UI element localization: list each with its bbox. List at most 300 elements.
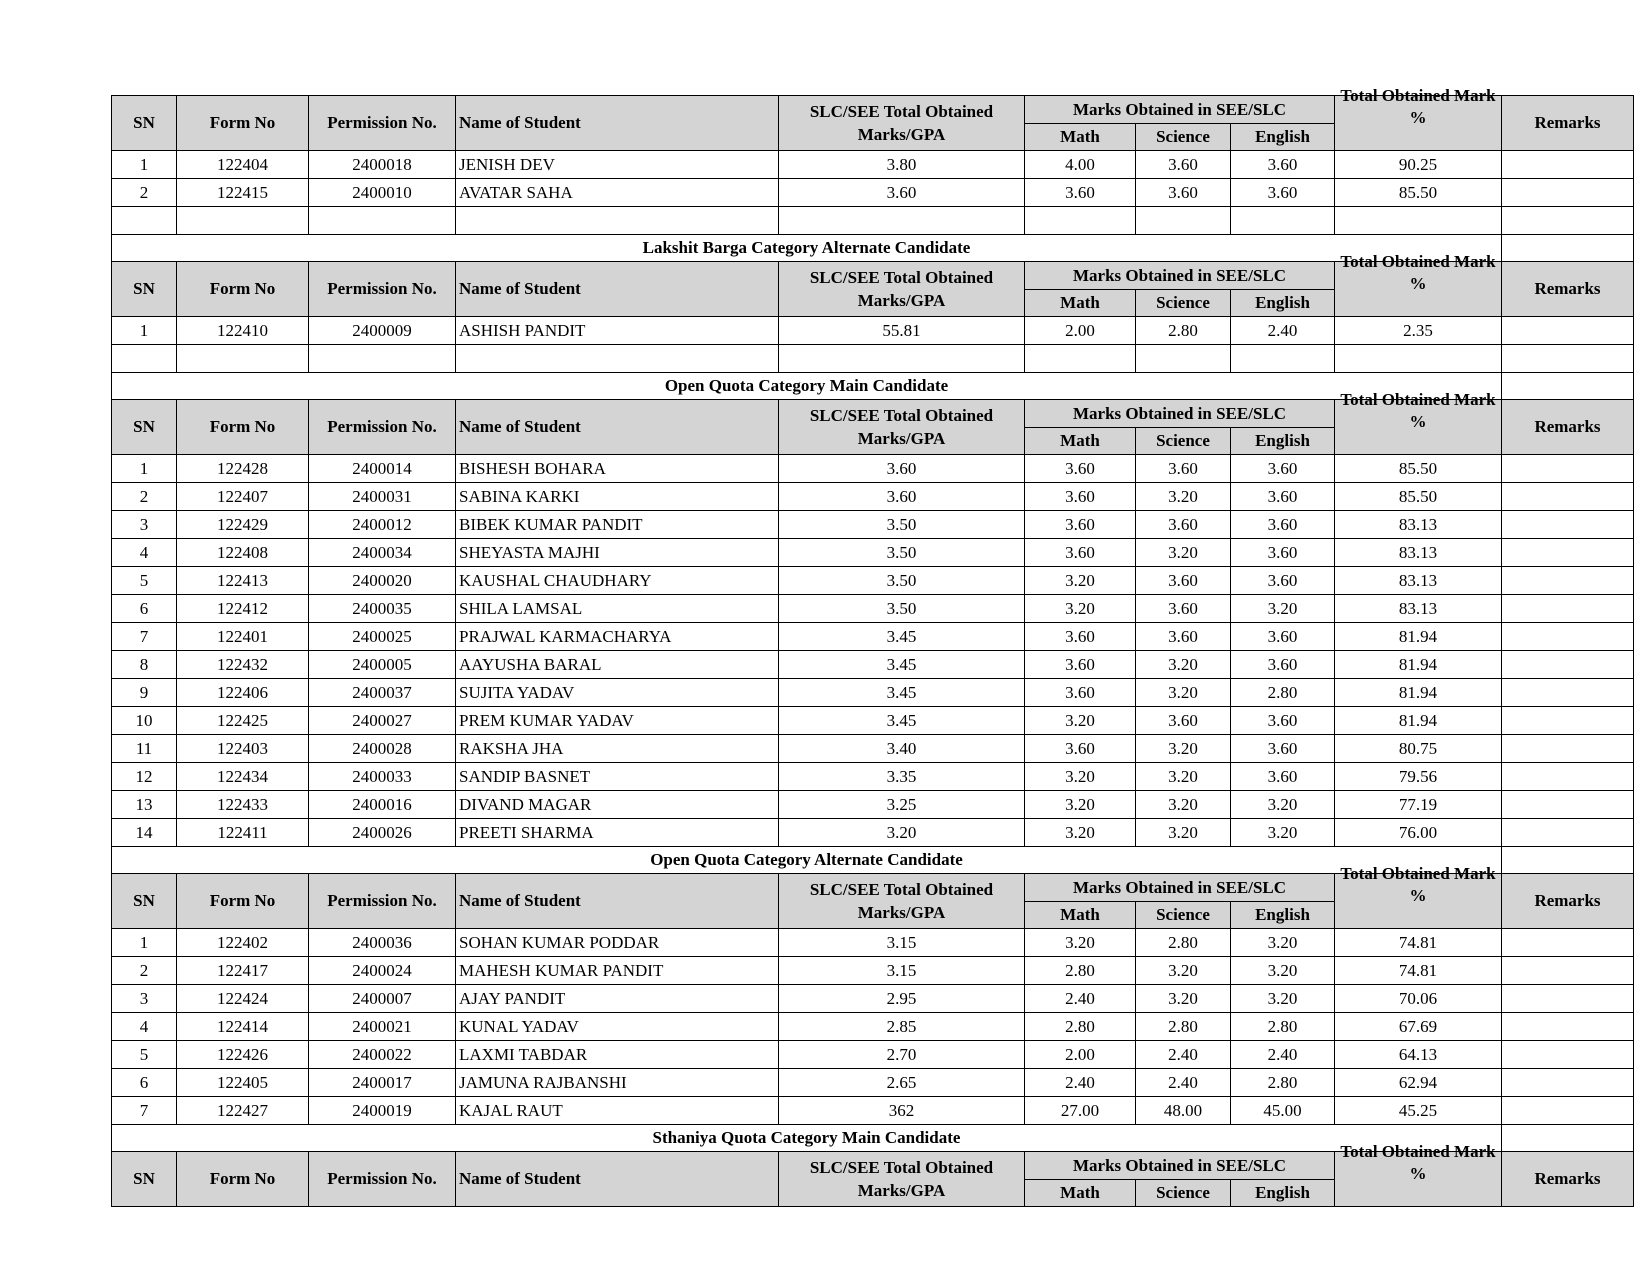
blank-cell (1231, 345, 1335, 373)
cell-english: 2.40 (1231, 317, 1335, 345)
cell-sn: 7 (112, 623, 177, 651)
cell-remarks (1502, 179, 1634, 207)
header-total-percent-label: Total Obtained Mark % (1340, 864, 1496, 905)
blank-cell (779, 345, 1025, 373)
blank-cell (1335, 207, 1502, 235)
section-title-remarks-cell (1502, 1125, 1634, 1152)
cell-science: 3.20 (1136, 791, 1231, 819)
table-row (112, 455, 1634, 483)
table-row (112, 1013, 1634, 1041)
cell-math: 3.60 (1025, 539, 1136, 567)
section-title-remarks-cell (1502, 235, 1634, 262)
cell-sn: 1 (112, 317, 177, 345)
cell-science: 3.60 (1136, 179, 1231, 207)
header-math: Math (1025, 290, 1136, 317)
cell-remarks (1502, 957, 1634, 985)
cell-student-name: PREM KUMAR YADAV (456, 707, 779, 735)
cell-science: 3.60 (1136, 567, 1231, 595)
cell-permission-no: 2400031 (309, 483, 456, 511)
header-english: English (1231, 290, 1335, 317)
cell-student-name: MAHESH KUMAR PANDIT (456, 957, 779, 985)
cell-english: 3.60 (1231, 735, 1335, 763)
cell-form-no: 122410 (177, 317, 309, 345)
cell-total-percent: 77.19 (1335, 791, 1502, 819)
header-math: Math (1025, 1180, 1136, 1207)
cell-student-name: RAKSHA JHA (456, 735, 779, 763)
cell-total-percent: 83.13 (1335, 539, 1502, 567)
cell-total-percent: 76.00 (1335, 819, 1502, 847)
cell-total-marks: 2.85 (779, 1013, 1025, 1041)
cell-total-percent: 90.25 (1335, 151, 1502, 179)
cell-english: 45.00 (1231, 1097, 1335, 1125)
cell-math: 2.80 (1025, 1013, 1136, 1041)
table-row (112, 179, 1634, 207)
header-science: Science (1136, 124, 1231, 151)
cell-math: 27.00 (1025, 1097, 1136, 1125)
cell-total-percent: 83.13 (1335, 595, 1502, 623)
cell-total-marks: 3.80 (779, 151, 1025, 179)
cell-total-percent: 85.50 (1335, 483, 1502, 511)
header-sn: SN (112, 400, 177, 455)
table-row (112, 819, 1634, 847)
cell-student-name: SHEYASTA MAJHI (456, 539, 779, 567)
header-total-percent-label: Total Obtained Mark % (1340, 86, 1496, 127)
cell-total-marks: 362 (779, 1097, 1025, 1125)
cell-permission-no: 2400035 (309, 595, 456, 623)
cell-science: 3.20 (1136, 539, 1231, 567)
cell-form-no: 122428 (177, 455, 309, 483)
cell-permission-no: 2400016 (309, 791, 456, 819)
cell-english: 3.20 (1231, 791, 1335, 819)
cell-student-name: AAYUSHA BARAL (456, 651, 779, 679)
cell-permission-no: 2400007 (309, 985, 456, 1013)
results-body (112, 86, 1634, 1207)
cell-science: 2.80 (1136, 1013, 1231, 1041)
header-sn: SN (112, 1152, 177, 1207)
cell-permission-no: 2400020 (309, 567, 456, 595)
cell-remarks (1502, 623, 1634, 651)
cell-sn: 7 (112, 1097, 177, 1125)
header-name: Name of Student (456, 262, 779, 317)
cell-total-percent: 45.25 (1335, 1097, 1502, 1125)
blank-cell (1025, 207, 1136, 235)
cell-permission-no: 2400036 (309, 929, 456, 957)
blank-row (112, 207, 1634, 235)
cell-total-marks: 3.50 (779, 595, 1025, 623)
cell-permission-no: 2400019 (309, 1097, 456, 1125)
cell-student-name: JAMUNA RAJBANSHI (456, 1069, 779, 1097)
cell-form-no: 122434 (177, 763, 309, 791)
table-row (112, 623, 1634, 651)
cell-sn: 12 (112, 763, 177, 791)
cell-form-no: 122412 (177, 595, 309, 623)
cell-remarks (1502, 707, 1634, 735)
cell-science: 48.00 (1136, 1097, 1231, 1125)
cell-math: 3.20 (1025, 929, 1136, 957)
section-title: Open Quota Category Main Candidate (112, 373, 1502, 400)
cell-total-percent: 85.50 (1335, 455, 1502, 483)
cell-sn: 8 (112, 651, 177, 679)
header-row (112, 874, 1634, 902)
cell-form-no: 122417 (177, 957, 309, 985)
table-row (112, 985, 1634, 1013)
cell-math: 3.60 (1025, 483, 1136, 511)
cell-english: 2.80 (1231, 1013, 1335, 1041)
header-english: English (1231, 428, 1335, 455)
cell-math: 4.00 (1025, 151, 1136, 179)
cell-form-no: 122429 (177, 511, 309, 539)
cell-sn: 11 (112, 735, 177, 763)
table-row (112, 317, 1634, 345)
cell-science: 2.40 (1136, 1069, 1231, 1097)
cell-student-name: AVATAR SAHA (456, 179, 779, 207)
cell-remarks (1502, 651, 1634, 679)
cell-english: 2.80 (1231, 679, 1335, 707)
cell-student-name: KAUSHAL CHAUDHARY (456, 567, 779, 595)
header-marks-group: Marks Obtained in SEE/SLC (1025, 96, 1335, 124)
table-row (112, 511, 1634, 539)
cell-math: 3.60 (1025, 651, 1136, 679)
cell-science: 2.80 (1136, 929, 1231, 957)
cell-form-no: 122403 (177, 735, 309, 763)
table-row (112, 1097, 1634, 1125)
cell-math: 2.00 (1025, 1041, 1136, 1069)
header-total-percent (1335, 390, 1502, 455)
cell-science: 2.40 (1136, 1041, 1231, 1069)
header-remarks: Remarks (1502, 400, 1634, 455)
cell-math: 3.20 (1025, 763, 1136, 791)
cell-student-name: JENISH DEV (456, 151, 779, 179)
cell-student-name: KAJAL RAUT (456, 1097, 779, 1125)
cell-math: 3.20 (1025, 595, 1136, 623)
table-row (112, 651, 1634, 679)
cell-total-marks: 3.60 (779, 179, 1025, 207)
cell-permission-no: 2400005 (309, 651, 456, 679)
blank-cell (1136, 207, 1231, 235)
cell-permission-no: 2400025 (309, 623, 456, 651)
cell-form-no: 122404 (177, 151, 309, 179)
table-row (112, 707, 1634, 735)
cell-total-percent: 81.94 (1335, 623, 1502, 651)
cell-english: 3.20 (1231, 957, 1335, 985)
cell-student-name: SOHAN KUMAR PODDAR (456, 929, 779, 957)
cell-student-name: BIBEK KUMAR PANDIT (456, 511, 779, 539)
table-row (112, 567, 1634, 595)
table-row (112, 539, 1634, 567)
cell-math: 3.20 (1025, 819, 1136, 847)
section-title: Sthaniya Quota Category Main Candidate (112, 1125, 1502, 1152)
cell-form-no: 122425 (177, 707, 309, 735)
table-row (112, 679, 1634, 707)
cell-total-percent: 81.94 (1335, 707, 1502, 735)
header-total-percent (1335, 252, 1502, 317)
cell-total-marks: 3.15 (779, 929, 1025, 957)
blank-cell (1025, 345, 1136, 373)
cell-student-name: SANDIP BASNET (456, 763, 779, 791)
cell-sn: 3 (112, 511, 177, 539)
cell-remarks (1502, 929, 1634, 957)
blank-cell (112, 345, 177, 373)
cell-student-name: BISHESH BOHARA (456, 455, 779, 483)
header-total-marks: SLC/SEE Total Obtained Marks/GPA (779, 1152, 1025, 1207)
cell-total-marks: 2.70 (779, 1041, 1025, 1069)
cell-total-percent: 79.56 (1335, 763, 1502, 791)
cell-english: 3.20 (1231, 595, 1335, 623)
cell-remarks (1502, 1013, 1634, 1041)
cell-english: 3.20 (1231, 985, 1335, 1013)
cell-sn: 1 (112, 455, 177, 483)
cell-math: 3.20 (1025, 567, 1136, 595)
table-row (112, 929, 1634, 957)
cell-math: 3.60 (1025, 511, 1136, 539)
cell-remarks (1502, 1041, 1634, 1069)
cell-sn: 6 (112, 595, 177, 623)
cell-form-no: 122405 (177, 1069, 309, 1097)
cell-total-percent: 64.13 (1335, 1041, 1502, 1069)
cell-sn: 5 (112, 1041, 177, 1069)
cell-total-marks: 3.45 (779, 679, 1025, 707)
cell-math: 3.20 (1025, 791, 1136, 819)
cell-science: 3.20 (1136, 735, 1231, 763)
header-total-percent-label: Total Obtained Mark % (1340, 1142, 1496, 1183)
cell-total-marks: 3.45 (779, 651, 1025, 679)
header-name: Name of Student (456, 874, 779, 929)
blank-cell (1335, 345, 1502, 373)
cell-student-name: KUNAL YADAV (456, 1013, 779, 1041)
blank-cell (112, 207, 177, 235)
blank-cell (779, 207, 1025, 235)
cell-english: 3.60 (1231, 455, 1335, 483)
cell-total-percent: 83.13 (1335, 567, 1502, 595)
cell-sn: 3 (112, 985, 177, 1013)
cell-math: 3.60 (1025, 179, 1136, 207)
cell-sn: 2 (112, 483, 177, 511)
cell-remarks (1502, 151, 1634, 179)
cell-total-percent: 62.94 (1335, 1069, 1502, 1097)
cell-total-marks: 3.25 (779, 791, 1025, 819)
header-english: English (1231, 124, 1335, 151)
header-total-percent-label: Total Obtained Mark % (1340, 390, 1496, 431)
cell-remarks (1502, 483, 1634, 511)
cell-science: 3.60 (1136, 455, 1231, 483)
cell-english: 3.60 (1231, 707, 1335, 735)
header-math: Math (1025, 902, 1136, 929)
blank-row (112, 345, 1634, 373)
cell-form-no: 122433 (177, 791, 309, 819)
cell-remarks (1502, 1069, 1634, 1097)
cell-english: 3.60 (1231, 511, 1335, 539)
header-name: Name of Student (456, 96, 779, 151)
cell-form-no: 122424 (177, 985, 309, 1013)
cell-science: 3.20 (1136, 957, 1231, 985)
blank-cell (309, 207, 456, 235)
cell-remarks (1502, 511, 1634, 539)
cell-permission-no: 2400028 (309, 735, 456, 763)
cell-english: 3.60 (1231, 567, 1335, 595)
cell-permission-no: 2400026 (309, 819, 456, 847)
cell-permission-no: 2400024 (309, 957, 456, 985)
blank-cell (1231, 207, 1335, 235)
cell-permission-no: 2400012 (309, 511, 456, 539)
cell-total-marks: 3.50 (779, 511, 1025, 539)
table-row (112, 957, 1634, 985)
cell-sn: 6 (112, 1069, 177, 1097)
cell-remarks (1502, 763, 1634, 791)
cell-science: 3.20 (1136, 679, 1231, 707)
cell-form-no: 122427 (177, 1097, 309, 1125)
header-english: English (1231, 1180, 1335, 1207)
cell-remarks (1502, 539, 1634, 567)
cell-total-percent: 2.35 (1335, 317, 1502, 345)
cell-remarks (1502, 567, 1634, 595)
header-form-no: Form No (177, 400, 309, 455)
cell-science: 3.20 (1136, 651, 1231, 679)
cell-total-percent: 81.94 (1335, 651, 1502, 679)
header-row (112, 96, 1634, 124)
cell-sn: 5 (112, 567, 177, 595)
result-sheet (111, 86, 1633, 1202)
header-science: Science (1136, 290, 1231, 317)
cell-student-name: SABINA KARKI (456, 483, 779, 511)
cell-science: 3.60 (1136, 707, 1231, 735)
cell-total-percent: 80.75 (1335, 735, 1502, 763)
cell-form-no: 122411 (177, 819, 309, 847)
header-total-percent (1335, 1142, 1502, 1207)
table-row (112, 151, 1634, 179)
cell-english: 3.60 (1231, 179, 1335, 207)
cell-math: 3.60 (1025, 735, 1136, 763)
cell-math: 3.60 (1025, 679, 1136, 707)
table-row (112, 483, 1634, 511)
cell-math: 2.80 (1025, 957, 1136, 985)
section-title-remarks-cell (1502, 373, 1634, 400)
blank-cell (177, 345, 309, 373)
header-marks-group: Marks Obtained in SEE/SLC (1025, 874, 1335, 902)
cell-total-marks: 2.65 (779, 1069, 1025, 1097)
section-title-remarks-cell (1502, 847, 1634, 874)
header-sn: SN (112, 874, 177, 929)
cell-science: 3.20 (1136, 819, 1231, 847)
cell-student-name: LAXMI TABDAR (456, 1041, 779, 1069)
cell-permission-no: 2400034 (309, 539, 456, 567)
cell-permission-no: 2400033 (309, 763, 456, 791)
cell-permission-no: 2400027 (309, 707, 456, 735)
cell-math: 2.00 (1025, 317, 1136, 345)
cell-science: 2.80 (1136, 317, 1231, 345)
blank-cell (1136, 345, 1231, 373)
cell-student-name: ASHISH PANDIT (456, 317, 779, 345)
cell-remarks (1502, 819, 1634, 847)
header-remarks: Remarks (1502, 1152, 1634, 1207)
section-title: Lakshit Barga Category Alternate Candidate (112, 235, 1502, 262)
cell-english: 3.60 (1231, 151, 1335, 179)
section-title: Open Quota Category Alternate Candidate (112, 847, 1502, 874)
cell-form-no: 122408 (177, 539, 309, 567)
header-sn: SN (112, 262, 177, 317)
cell-total-percent: 67.69 (1335, 1013, 1502, 1041)
header-total-marks: SLC/SEE Total Obtained Marks/GPA (779, 96, 1025, 151)
cell-remarks (1502, 679, 1634, 707)
cell-english: 3.60 (1231, 623, 1335, 651)
cell-total-percent: 81.94 (1335, 679, 1502, 707)
cell-form-no: 122432 (177, 651, 309, 679)
header-science: Science (1136, 1180, 1231, 1207)
cell-science: 3.20 (1136, 763, 1231, 791)
cell-permission-no: 2400010 (309, 179, 456, 207)
cell-total-marks: 3.45 (779, 623, 1025, 651)
header-name: Name of Student (456, 400, 779, 455)
cell-permission-no: 2400009 (309, 317, 456, 345)
cell-remarks (1502, 985, 1634, 1013)
cell-total-percent: 85.50 (1335, 179, 1502, 207)
cell-form-no: 122401 (177, 623, 309, 651)
cell-science: 3.20 (1136, 483, 1231, 511)
table-row (112, 791, 1634, 819)
header-permission-no: Permission No. (309, 400, 456, 455)
header-total-marks: SLC/SEE Total Obtained Marks/GPA (779, 400, 1025, 455)
cell-total-marks: 3.20 (779, 819, 1025, 847)
header-name: Name of Student (456, 1152, 779, 1207)
cell-permission-no: 2400022 (309, 1041, 456, 1069)
cell-math: 2.40 (1025, 985, 1136, 1013)
header-form-no: Form No (177, 874, 309, 929)
header-form-no: Form No (177, 262, 309, 317)
header-permission-no: Permission No. (309, 262, 456, 317)
cell-science: 3.60 (1136, 623, 1231, 651)
cell-total-marks: 3.50 (779, 567, 1025, 595)
cell-english: 2.40 (1231, 1041, 1335, 1069)
cell-sn: 10 (112, 707, 177, 735)
cell-permission-no: 2400037 (309, 679, 456, 707)
table-row (112, 735, 1634, 763)
header-remarks: Remarks (1502, 96, 1634, 151)
cell-sn: 9 (112, 679, 177, 707)
cell-english: 3.20 (1231, 929, 1335, 957)
cell-total-marks: 3.60 (779, 483, 1025, 511)
header-science: Science (1136, 902, 1231, 929)
header-permission-no: Permission No. (309, 874, 456, 929)
cell-total-marks: 2.95 (779, 985, 1025, 1013)
cell-permission-no: 2400018 (309, 151, 456, 179)
cell-sn: 13 (112, 791, 177, 819)
cell-remarks (1502, 735, 1634, 763)
cell-total-percent: 74.81 (1335, 957, 1502, 985)
cell-sn: 2 (112, 957, 177, 985)
header-marks-group: Marks Obtained in SEE/SLC (1025, 400, 1335, 428)
header-form-no: Form No (177, 1152, 309, 1207)
cell-permission-no: 2400017 (309, 1069, 456, 1097)
blank-cell (456, 207, 779, 235)
cell-total-marks: 3.35 (779, 763, 1025, 791)
cell-permission-no: 2400014 (309, 455, 456, 483)
header-permission-no: Permission No. (309, 1152, 456, 1207)
cell-form-no: 122414 (177, 1013, 309, 1041)
cell-student-name: PRAJWAL KARMACHARYA (456, 623, 779, 651)
cell-student-name: SUJITA YADAV (456, 679, 779, 707)
cell-math: 3.60 (1025, 623, 1136, 651)
cell-student-name: PREETI SHARMA (456, 819, 779, 847)
cell-total-marks: 3.40 (779, 735, 1025, 763)
cell-sn: 4 (112, 1013, 177, 1041)
table-row (112, 1069, 1634, 1097)
cell-sn: 1 (112, 929, 177, 957)
cell-total-marks: 3.15 (779, 957, 1025, 985)
header-math: Math (1025, 428, 1136, 455)
cell-english: 3.60 (1231, 539, 1335, 567)
cell-remarks (1502, 595, 1634, 623)
cell-science: 3.20 (1136, 985, 1231, 1013)
header-math: Math (1025, 124, 1136, 151)
